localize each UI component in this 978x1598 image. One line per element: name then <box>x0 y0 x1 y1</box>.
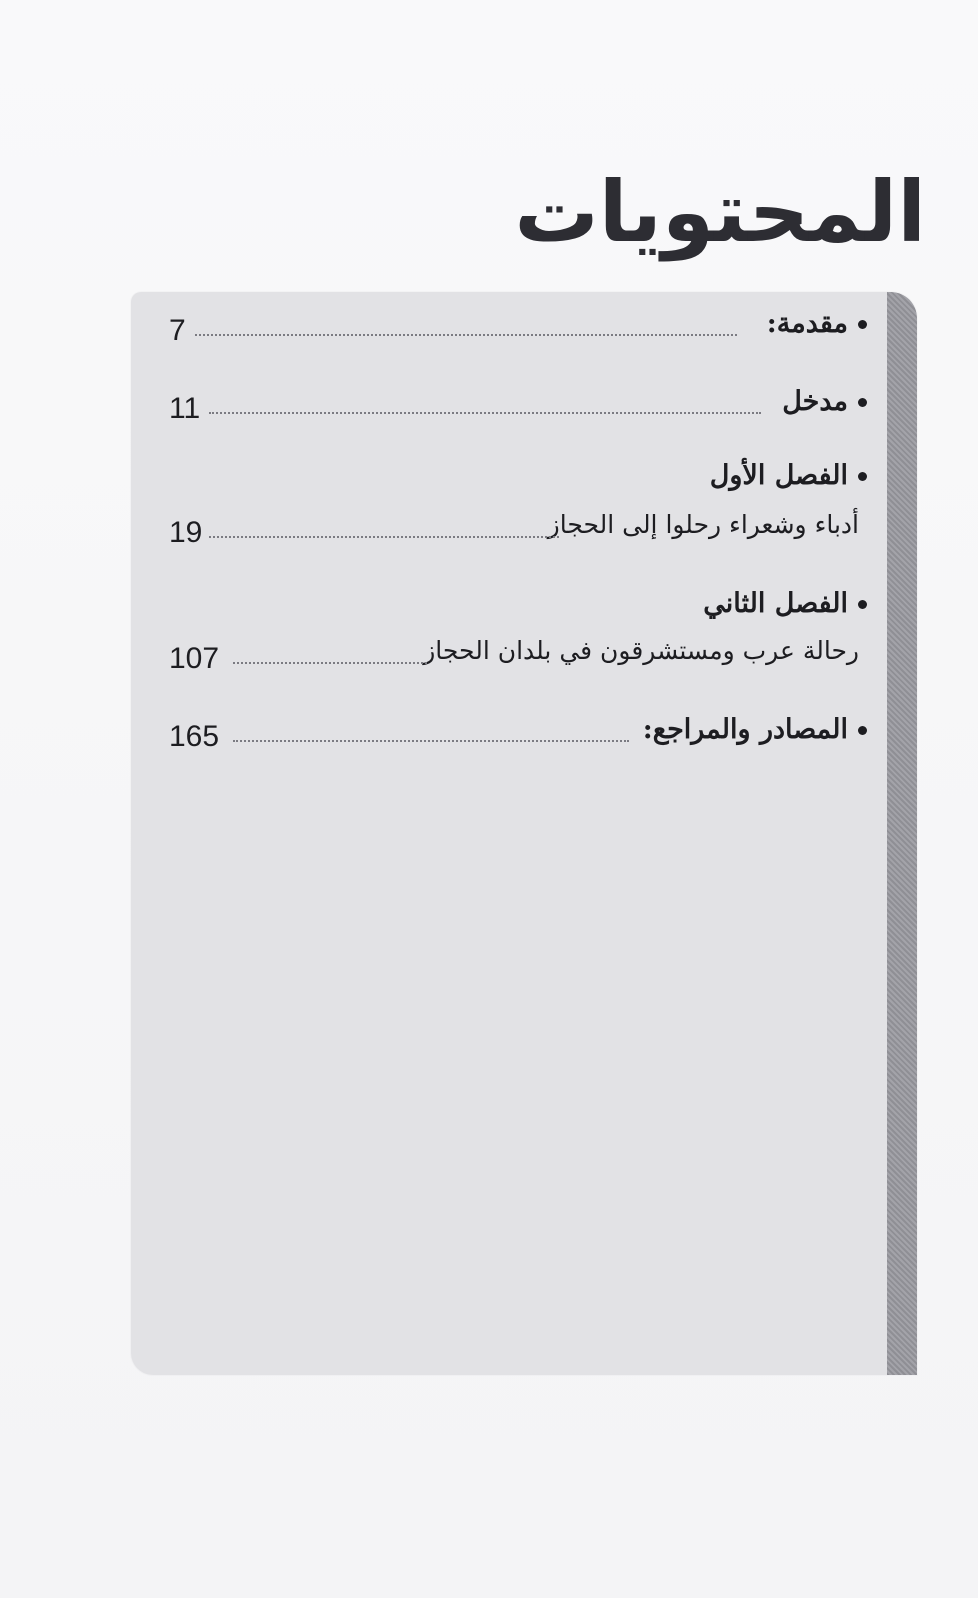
bullet-icon <box>858 320 867 329</box>
chapter-title: الفصل الأول <box>709 460 848 491</box>
page-number: 107 <box>169 642 220 675</box>
toc-label: أدباء وشعراء رحلوا إلى الحجاز <box>547 510 859 539</box>
chapter-title: الفصل الثاني <box>703 588 848 619</box>
page-number: 19 <box>169 516 203 549</box>
bullet-icon <box>858 398 867 407</box>
toc-label-text: المصادر والمراجع: <box>642 714 848 745</box>
leader-dots <box>209 412 761 414</box>
toc-entry-introduction <box>131 298 887 358</box>
toc-label <box>782 386 867 417</box>
toc-label-text: مقدمة: <box>766 308 848 339</box>
toc-chapter-heading <box>710 460 867 491</box>
leader-dots <box>195 334 737 336</box>
toc-entry-sources <box>131 704 887 764</box>
contents-panel <box>131 292 917 1375</box>
panel-edge <box>887 292 917 1375</box>
toc-label: رحالة عرب ومستشرقون في بلدان الحجاز <box>423 636 859 665</box>
page-number: 165 <box>169 720 220 753</box>
bullet-icon <box>858 472 867 481</box>
leader-dots <box>233 740 629 742</box>
leader-dots <box>209 536 559 538</box>
page-title: المحتويات <box>514 163 926 261</box>
toc-label <box>767 308 867 339</box>
page-number: 11 <box>169 392 201 425</box>
leader-dots <box>233 662 427 664</box>
bullet-icon <box>858 600 867 609</box>
toc-label <box>643 714 867 745</box>
bullet-icon <box>858 726 867 735</box>
toc-entry-chapter-1 <box>131 500 887 560</box>
toc-entry-chapter-2 <box>131 626 887 686</box>
toc-list <box>131 292 887 1375</box>
toc-label-text: مدخل <box>782 386 848 417</box>
toc-chapter-heading <box>703 588 867 619</box>
toc-entry-entrance <box>131 376 887 436</box>
page-number: 7 <box>169 314 186 347</box>
